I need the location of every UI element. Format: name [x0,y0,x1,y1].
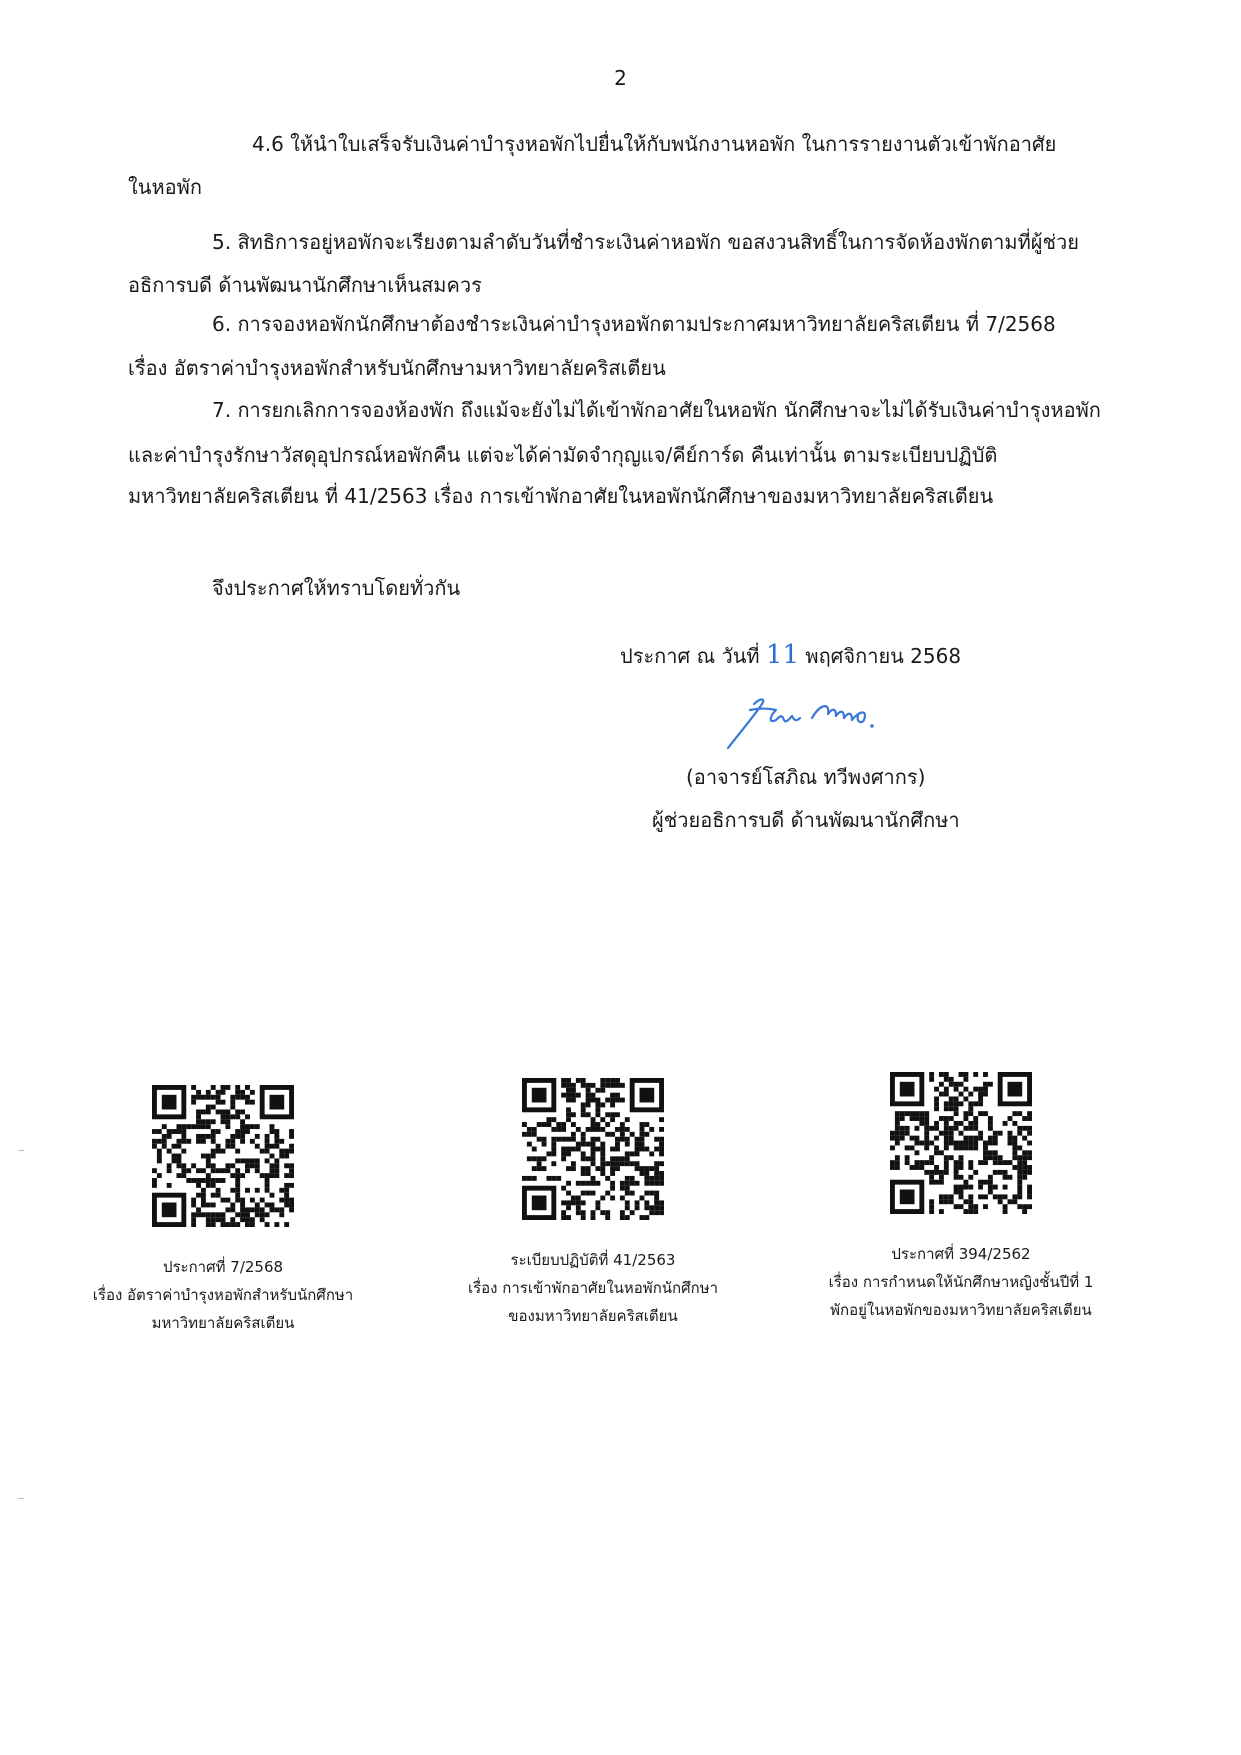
qr-column-1 [58,1085,388,1337]
page-number: 2 [614,66,627,90]
paragraph-6-line-2: เรื่อง อัตราค่าบำรุงหอพักสำหรับนักศึกษามหาวิทยาลัยคริสเตียน [128,356,666,380]
paragraph-5-line-2: อธิการบดี ด้านพัฒนานักศึกษาเห็นสมควร [128,273,482,297]
qr-caption-3 [796,1240,1126,1324]
qr-column-2 [428,1078,758,1330]
qr-caption-2-line-3: ของมหาวิทยาลัยคริสเตียน [508,1307,678,1325]
signature-image [720,686,880,756]
qr-caption-3-line-2: เรื่อง การกำหนดให้นักศึกษาหญิงชั้นปีที่ 1 [828,1273,1094,1291]
paragraph-7-line-3: มหาวิทยาลัยคริสเตียน ที่ 41/2563 เรื่อง การเข้าพักอาศัยในหอพักนักศึกษาของมหาวิทยาลัยคริสเตียน [128,484,994,508]
paragraph-6-line-1: 6. การจองหอพักนักศึกษาต้องชำระเงินค่าบำรุงหอพักตามประกาศมหาวิทยาลัยคริสเตียน ที่ 7/2568 [212,312,1056,336]
qr-caption-3-line-3: พักอยู่ในหอพักของมหาวิทยาลัยคริสเตียน [830,1301,1092,1319]
announcement-date [620,640,961,672]
qr-code-3[interactable] [890,1072,1032,1214]
signer-position: ผู้ช่วยอธิการบดี ด้านพัฒนานักศึกษา [652,808,960,832]
paragraph-4-6-line-1: 4.6 ให้นำใบเสร็จรับเงินค่าบำรุงหอพักไปยื่นให้กับพนักงานหอพัก ในการรายงานตัวเข้าพักอาศัย [252,132,1057,156]
paragraph-7-line-1: 7. การยกเลิกการจองห้องพัก ถึงแม้จะยังไม่ได้เข้าพักอาศัยในหอพัก นักศึกษาจะไม่ได้รับเงินค่าบำรุงหอพัก [212,398,1101,422]
qr-caption-2-line-2: เรื่อง การเข้าพักอาศัยในหอพักนักศึกษา [467,1279,719,1297]
paragraph-5-line-1: 5. สิทธิการอยู่หอพักจะเรียงตามลำดับวันที่ชำระเงินค่าหอพัก ขอสงวนสิทธิ์ในการจัดห้องพักตามที่ผู้ช่วย [212,230,1080,254]
signer-name: (อาจารย์โสภิณ ทวีพงศากร) [686,765,926,789]
announcement-date-prefix: ประกาศ ณ วันที่ [620,644,760,668]
paragraph-4-6-line-2: ในหอพัก [128,175,202,199]
qr-caption-2 [428,1246,758,1330]
announcement-day: 11 [765,640,800,670]
scan-margin-mark [18,1150,24,1151]
announcement-month-year: พฤศจิกายน 2568 [805,644,962,668]
closing-statement: จึงประกาศให้ทราบโดยทั่วกัน [212,576,461,600]
qr-caption-2-line-1: ระเบียบปฏิบัติที่ 41/2563 [510,1251,676,1269]
qr-caption-1 [58,1253,388,1337]
scan-margin-mark [18,1498,24,1499]
qr-caption-1-line-1: ประกาศที่ 7/2568 [162,1258,284,1276]
paragraph-7-line-2: และค่าบำรุงรักษาวัสดุอุปกรณ์หอพักคืน แต่จะได้ค่ามัดจำกุญแจ/คีย์การ์ด คืนเท่านั้น ตามระเบียบปฏิบัติ [128,443,998,467]
qr-caption-1-line-3: มหาวิทยาลัยคริสเตียน [151,1314,295,1332]
qr-column-3 [796,1072,1126,1324]
qr-caption-1-line-2: เรื่อง อัตราค่าบำรุงหอพักสำหรับนักศึกษา [92,1286,354,1304]
qr-caption-3-line-1: ประกาศที่ 394/2562 [891,1245,1031,1263]
qr-code-1[interactable] [152,1085,294,1227]
qr-code-2[interactable] [522,1078,664,1220]
